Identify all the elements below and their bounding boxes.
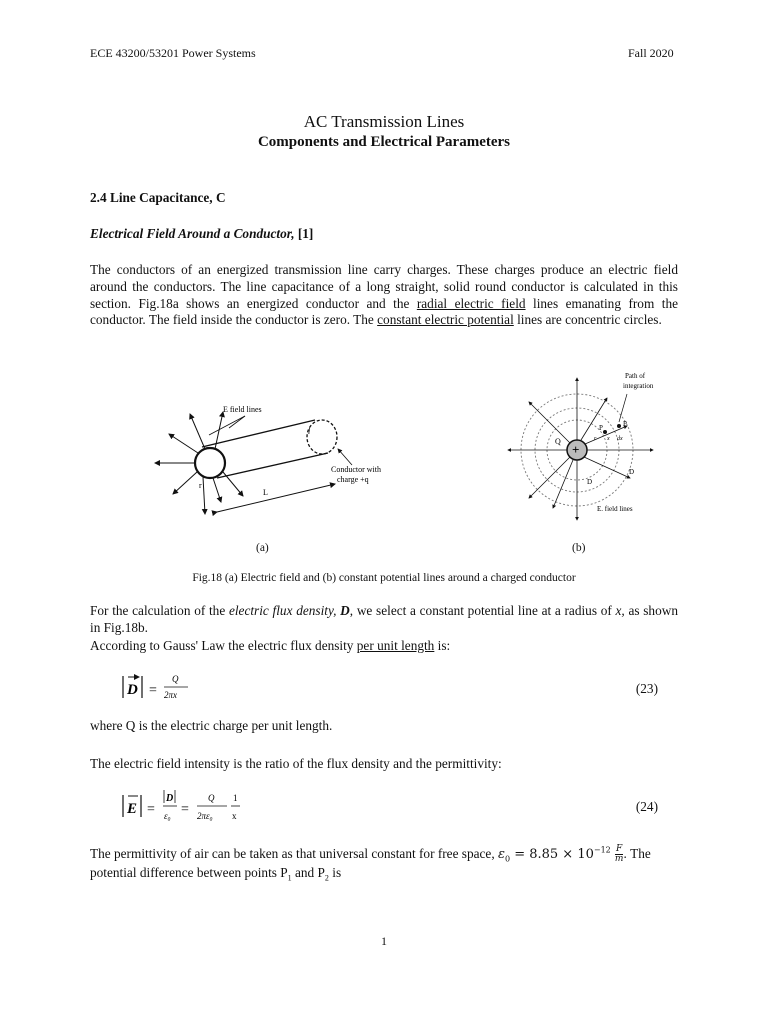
subsection-italic: Electrical Field Around a Conductor, [90, 226, 295, 241]
label-integration: integration [623, 382, 654, 390]
underlined-per-unit-length: per unit length [356, 638, 435, 653]
label-d2: D [629, 468, 635, 476]
para6-text-c: potential difference between points P [90, 865, 288, 880]
svg-text:=: = [181, 802, 189, 817]
label-e-field-lines: E field lines [223, 405, 262, 414]
subsection-ref: [1] [294, 226, 314, 241]
svg-text:=: = [147, 802, 155, 817]
document-title: AC Transmission Lines [303, 112, 465, 131]
running-header-left: ECE 43200/53201 Power Systems [90, 46, 256, 60]
paragraph-field-intensity: The electric field intensity is the ratio of the flux density and the permittivity: [90, 756, 502, 771]
svg-text:Q: Q [172, 674, 179, 684]
equation-24 [120, 786, 260, 826]
svg-text:D: D [166, 793, 174, 804]
label-x: x [607, 436, 610, 442]
para2-italic-flux: electric flux density, [228, 603, 341, 618]
svg-text:2πx: 2πx [164, 690, 178, 700]
svg-text:x: x [232, 811, 237, 821]
paragraph-intro [90, 262, 678, 329]
svg-text:1: 1 [233, 793, 238, 803]
permittivity-value: $\varepsilon_0 = 8.85 \times 10^{-12}$ $\frac{F}{m}$ [497, 844, 624, 864]
label-l: l [308, 427, 311, 436]
svg-text:2πε₀: 2πε₀ [197, 811, 213, 821]
document-subtitle: Components and Electrical Parameters [257, 134, 511, 150]
page-number: 1 [381, 934, 387, 948]
underlined-radial-field: radial electric field [416, 295, 526, 311]
para3-text-a: According to Gauss' Law the electric flux density [90, 638, 357, 653]
para2-bold-d: D [340, 603, 350, 618]
label-radius: r [199, 481, 202, 490]
label-path-of: Path of [625, 372, 646, 380]
label-d1: D [587, 478, 593, 486]
para6-text-d: and P [291, 865, 325, 880]
para1-text-b: lines emanating from the conductor. The field inside the conductor is zero. The [90, 295, 679, 328]
figure-18b-potential-lines [505, 368, 665, 523]
section-heading: 2.4 Line Capacitance, C [90, 190, 226, 205]
paragraph-charge-definition: where Q is the electric charge per unit length. [90, 718, 333, 733]
svg-text:=: = [149, 683, 157, 698]
para6-text-e: is [328, 865, 342, 880]
label-dx: dx [617, 436, 623, 442]
para6-text-b: . The [623, 846, 651, 861]
label-length: L [263, 488, 268, 497]
svg-text:Q: Q [208, 793, 215, 803]
svg-text:ε₀: ε₀ [164, 811, 171, 821]
svg-text:E: E [127, 801, 138, 817]
para6-text-a: The permittivity of air can be taken as that universal constant for free space, [90, 846, 498, 861]
label-p2: P [623, 420, 627, 428]
paragraph-permittivity-line2 [90, 865, 341, 883]
para2-text-a: For the calculation of the [90, 603, 229, 618]
underlined-constant-potential: constant electric potential [377, 312, 514, 328]
para2-text-c: as shown in Fig.18b. [90, 603, 678, 635]
figure-label-b: (b) [572, 542, 586, 554]
para1-text-a: The conductors of an energized transmission line carry charges. These charges produce an electric field around the conductors. The line capacitance of a long straight, solid round conductor is calculated in this section. Fig.18a shows an energized conductor and the [90, 262, 678, 311]
label-plus-charge: + [572, 442, 580, 457]
para2-italic-x: x, [615, 603, 625, 618]
subsection-heading [90, 226, 313, 242]
para1-text-c: lines are concentric circles. [513, 312, 662, 328]
label-r: r [594, 436, 597, 442]
para3-text-b: is: [434, 638, 451, 653]
equation-24-number: (24) [635, 799, 658, 814]
label-conductor: Conductor with [331, 465, 381, 474]
paragraph-permittivity-line1 [90, 845, 651, 864]
paragraph-flux-density [90, 603, 678, 637]
equation-23 [120, 668, 230, 706]
figure-label-a: (a) [256, 542, 269, 554]
label-e-field-lines-b: E. field lines [597, 505, 633, 513]
subscript-2: 2 [324, 873, 329, 883]
figure-caption: Fig.18 (a) Electric field and (b) constant potential lines around a charged conductor [192, 572, 576, 584]
para2-text-b: , we select a constant potential line at a radius of [349, 603, 616, 618]
label-q: Q [555, 437, 561, 446]
paragraph-gauss-law [90, 638, 678, 655]
subscript-1: 1 [287, 873, 292, 883]
label-charge: charge +q [337, 475, 369, 484]
equation-23-number: (23) [635, 681, 658, 696]
svg-text:D: D [127, 682, 138, 698]
figure-18a-conductor-field [145, 392, 405, 522]
running-header-right: Fall 2020 [628, 46, 674, 60]
label-p1: P [599, 424, 603, 432]
